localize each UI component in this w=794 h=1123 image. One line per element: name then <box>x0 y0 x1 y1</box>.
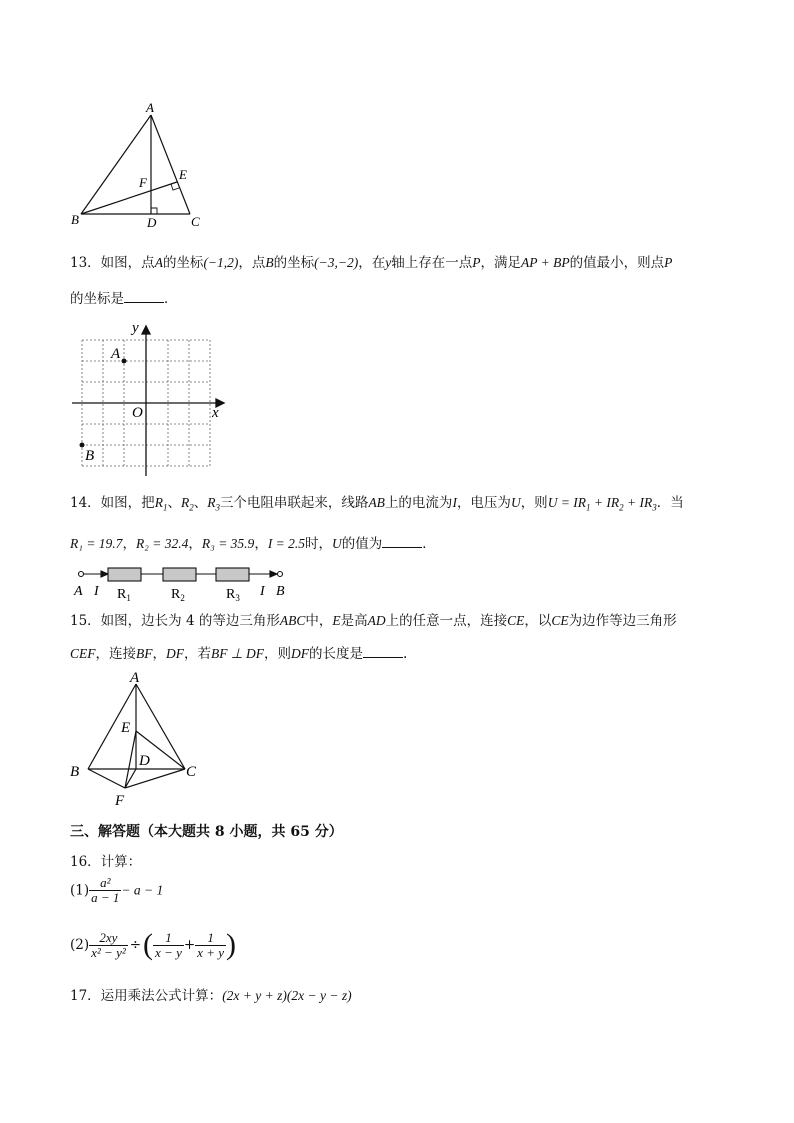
label-b: B <box>276 584 285 599</box>
q14-text: 、 <box>193 495 208 511</box>
figure-13-coordinate-grid <box>68 318 238 478</box>
part-label: (1) <box>70 882 90 899</box>
fraction: $\frac{\text{a²}}{a - 1}$ <box>91 875 120 905</box>
q17-text: 17．运用乘法公式计算： <box>70 988 223 1004</box>
figure-12-triangle <box>60 100 220 235</box>
right-angle-mark-D <box>151 208 157 214</box>
q14-text: ，则 <box>520 495 548 511</box>
fraction: $\frac{2xy}{\text{x² − y²}}$ <box>91 929 126 960</box>
label-D: D <box>139 753 150 769</box>
figure-15-equilateral-triangle <box>64 666 214 812</box>
question-15-line-2 <box>70 645 407 663</box>
resistor-r1 <box>108 568 141 581</box>
question-14-line-2 <box>70 535 436 553</box>
question-16-part-2 <box>70 930 236 960</box>
label-i-left: I <box>94 584 99 599</box>
current-arrow-left <box>101 571 108 577</box>
operator: + <box>183 937 196 953</box>
segment-AC <box>151 115 190 214</box>
q15-text: ，以 <box>524 613 552 629</box>
q15-e: E <box>332 613 341 628</box>
q15-df: DF <box>291 646 309 661</box>
axis-label-x: x <box>212 405 219 421</box>
label-C: C <box>191 214 200 229</box>
label-A: A <box>146 100 154 115</box>
q14-text: 14．如图，把 <box>70 495 155 511</box>
q14-text: 、 <box>167 495 181 511</box>
segment-BE <box>81 182 177 214</box>
question-13-line-1 <box>70 254 672 272</box>
q15-perp: BF ⊥ DF <box>211 646 264 661</box>
label-F: F <box>139 175 147 190</box>
q13-coord-a: (−1,2) <box>203 255 239 270</box>
q13-text: 的值最小，则点 <box>569 255 665 271</box>
q13-text: ，点 <box>238 255 266 271</box>
label-E: E <box>121 720 131 736</box>
fraction: $\frac{1}{x + y}$ <box>197 929 224 960</box>
q15-text: 15．如图，边长为 4 的等边三角形 <box>70 613 280 629</box>
q15-text: 中， <box>305 613 333 629</box>
current-arrow-right <box>270 571 277 577</box>
figure-14-circuit <box>70 562 300 604</box>
y-axis-arrow <box>142 326 150 334</box>
q14-i: I <box>452 495 457 510</box>
q13-point-a: A <box>154 255 163 270</box>
q15-ce: CE <box>507 613 525 628</box>
q15-text: 是高 <box>340 613 368 629</box>
q14-value-r3: R₃ = 35.9 <box>201 536 255 551</box>
q13-text: 轴上存在一点 <box>391 255 473 271</box>
q14-formula: $U = IR_1 + IR_2 + IR_3$ <box>547 495 657 513</box>
q13-y-axis: y <box>385 255 392 270</box>
question-14-line-1 <box>70 494 684 517</box>
q15-text: 的长度是 <box>309 646 363 662</box>
q14-text: ， <box>122 536 136 552</box>
q14-text: ．当 <box>656 495 684 511</box>
point-a-label: A <box>111 346 121 362</box>
axis-label-y: y <box>132 320 139 336</box>
section-heading-3: 三、解答题（本大题共 8 小题，共 65 分） <box>70 824 343 840</box>
q15-abc: ABC <box>279 613 306 628</box>
origin-label: O <box>132 405 143 421</box>
resistor-r3 <box>216 568 249 581</box>
q13-text: ，满足 <box>480 255 522 271</box>
answer-blank-13[interactable] <box>124 290 164 303</box>
q14-value-r1: R₁ = 19.7 <box>70 536 123 551</box>
resistor-r2 <box>163 568 196 581</box>
q14-u: U <box>510 495 521 510</box>
question-15-line-1 <box>70 612 677 630</box>
terminal-a <box>79 572 84 577</box>
q14-text: ， <box>254 536 268 552</box>
q14-r1: $R_1$ <box>154 495 168 513</box>
q14-value-r2: R₂ = 32.4 <box>135 536 189 551</box>
label-r2: $R_2$ <box>171 587 185 603</box>
label-C: C <box>186 764 197 780</box>
q13-text: ，在 <box>358 255 386 271</box>
q14-text: ， <box>188 536 202 552</box>
label-B: B <box>71 212 79 227</box>
label-B: B <box>70 764 80 780</box>
q15-text: ， <box>152 646 166 662</box>
paren-left: ( <box>143 928 154 961</box>
q14-r2: $R_2$ <box>180 495 194 513</box>
q13-text: ． <box>164 291 178 307</box>
label-A: A <box>130 670 140 686</box>
label-r3: $R_3$ <box>226 587 240 603</box>
q15-text: 上的任意一点，连接 <box>385 613 508 629</box>
q15-text: . <box>403 646 408 662</box>
q14-text: 三个电阻串联起来，线路 <box>219 495 369 511</box>
label-a: A <box>74 584 83 599</box>
q13-text: 13．如图，点 <box>70 255 155 271</box>
label-D: D <box>147 215 157 230</box>
q15-text: ，若 <box>184 646 211 662</box>
q13-point-b: B <box>265 255 274 270</box>
point-b-dot <box>80 443 85 448</box>
right-angle-mark-E <box>171 184 179 190</box>
question-16-title: 16．计算： <box>70 854 142 870</box>
operator: ÷ <box>129 937 142 953</box>
q15-df: DF <box>166 646 184 661</box>
point-b-label: B <box>85 448 95 464</box>
fraction: $\frac{1}{x - y}$ <box>155 929 182 960</box>
label-F: F <box>115 793 125 809</box>
terminal-b <box>278 572 283 577</box>
q14-ab: AB <box>368 495 385 510</box>
q15-text: ，则 <box>264 646 291 662</box>
part-label: (2) <box>70 937 90 953</box>
paren-right: ) <box>225 928 236 961</box>
q14-text: ，电压为 <box>456 495 511 511</box>
q13-text: 的坐标是 <box>70 291 124 307</box>
answer-blank-15[interactable] <box>363 645 403 658</box>
question-13-line-2 <box>70 290 178 308</box>
q16-expression: − a − 1 <box>121 882 164 898</box>
question-17 <box>70 987 352 1005</box>
q14-value-i: I = 2.5 <box>267 536 306 551</box>
q13-expression: AP + BP <box>521 255 570 270</box>
q13-point-p: P <box>664 255 673 270</box>
label-E: E <box>179 167 187 182</box>
q14-text: 的值为 <box>341 536 383 552</box>
segment-AB <box>81 115 151 214</box>
q15-ad: AD <box>367 613 386 628</box>
q15-bf: BF <box>136 646 153 661</box>
q14-text: 时， <box>305 536 333 552</box>
q15-cef: CEF <box>70 646 96 661</box>
q15-text: 为边作等边三角形 <box>568 613 677 629</box>
q13-coord-b: (−3,−2) <box>314 255 359 270</box>
q14-r3: $R_3$ <box>207 495 220 513</box>
q13-point-p: P <box>472 255 481 270</box>
q14-u: U <box>332 536 342 551</box>
q15-text: ，连接 <box>95 646 136 662</box>
q15-ce: CE <box>551 613 569 628</box>
question-16-part-1 <box>70 876 163 905</box>
label-i-right: I <box>260 584 265 599</box>
q14-text: 上的电流为 <box>384 495 453 511</box>
label-r1: $R_1$ <box>117 587 131 603</box>
q13-text: 的坐标 <box>273 255 315 271</box>
q17-expression: (2x + y + z)(2x − y − z) <box>222 988 352 1003</box>
q13-text: 的坐标 <box>162 255 204 271</box>
q14-text: ． <box>422 536 436 552</box>
answer-blank-14[interactable] <box>382 535 422 548</box>
point-a-dot <box>122 359 127 364</box>
